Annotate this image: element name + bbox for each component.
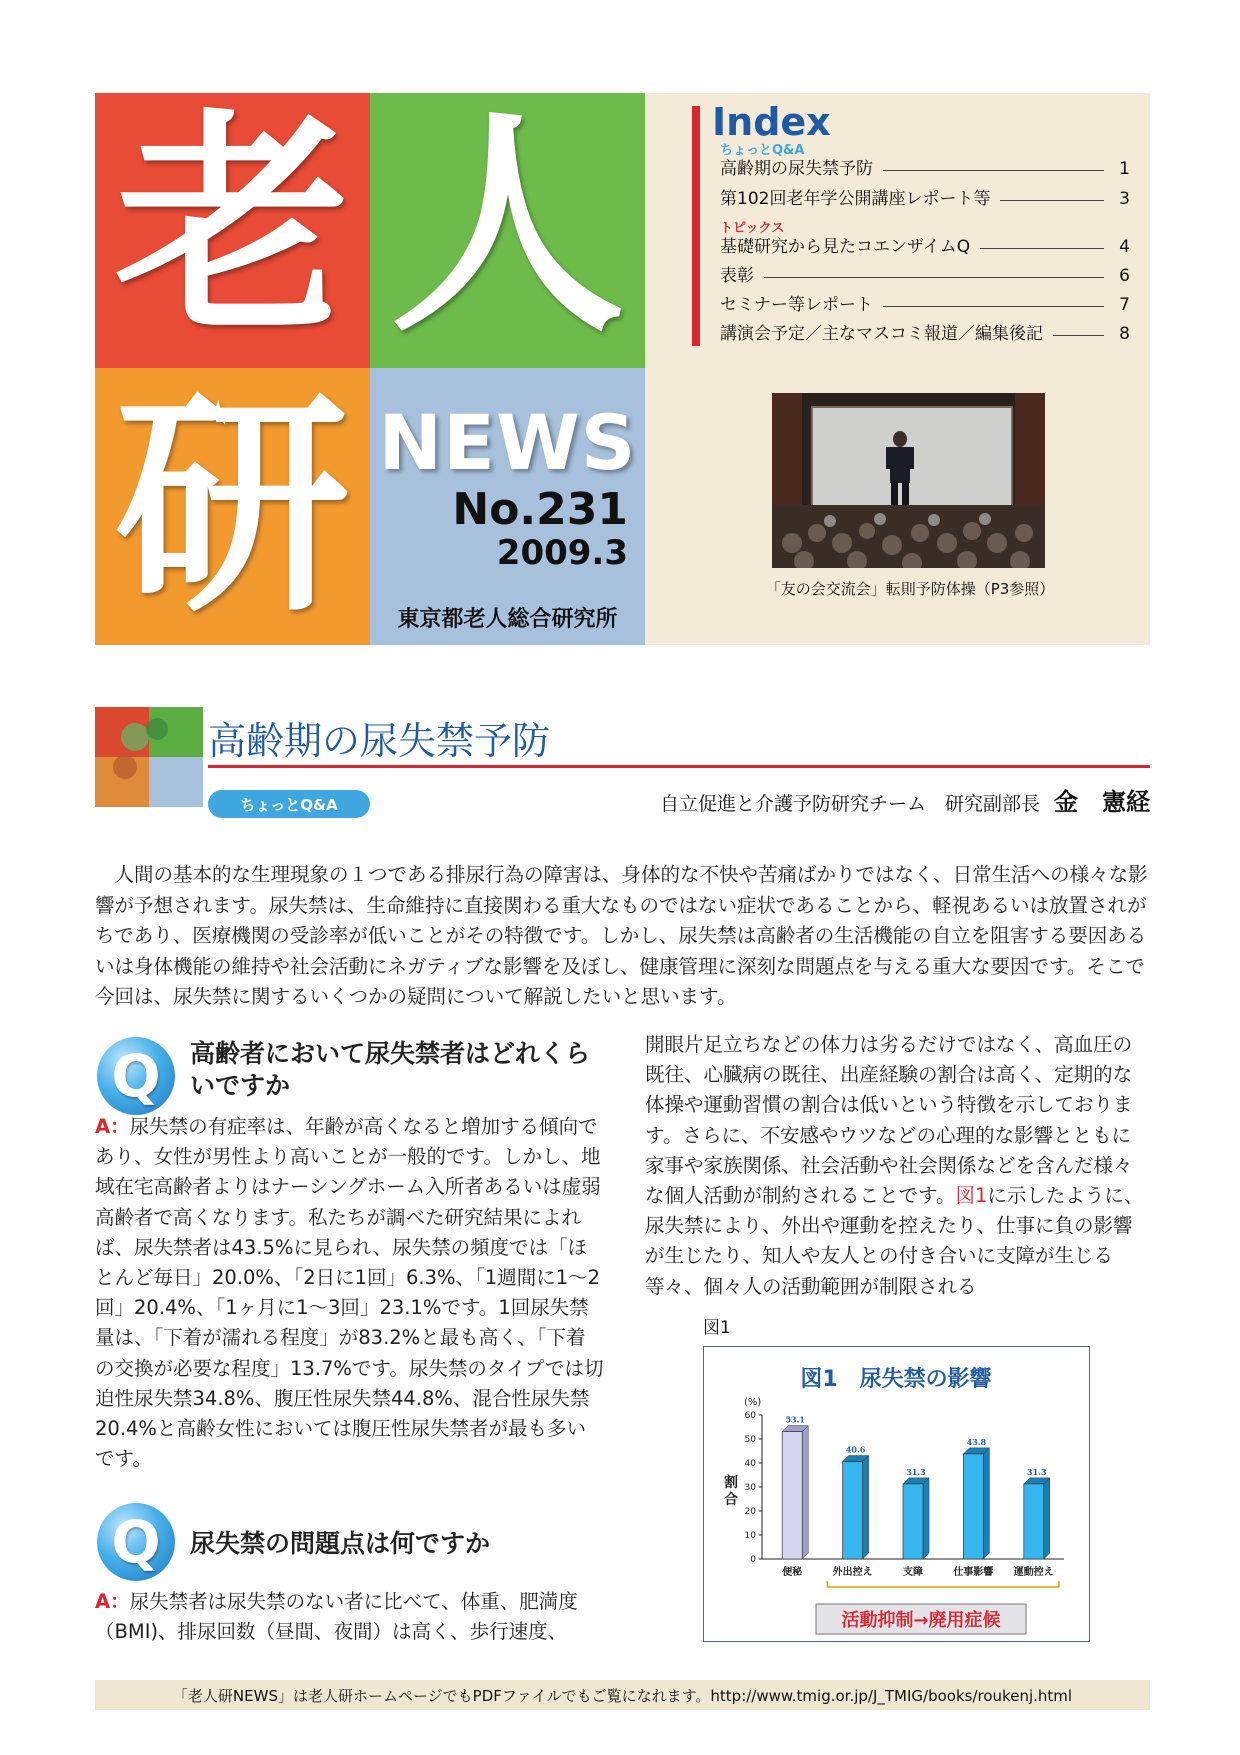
y-tick-label: 0	[750, 1555, 756, 1565]
index-item[interactable]: 表彰 6	[720, 266, 1130, 286]
x-tick-label: 運動控え	[1013, 1567, 1054, 1578]
bar	[963, 1454, 983, 1559]
y-tick-label: 30	[744, 1483, 756, 1493]
masthead-kanji-person: 人	[390, 91, 625, 364]
event-photo	[772, 393, 1045, 568]
byline	[580, 782, 1150, 817]
index-item[interactable]: 第102回老年学公開講座レポート等 3	[720, 189, 1130, 209]
answer-2-text: A：尿失禁者は尿失禁のない者に比べて、体重、肥満度（BMI)、排尿回数（昼間、夜間）は高く、歩行速度、	[95, 1590, 578, 1644]
photo-illustration	[772, 393, 1045, 568]
byline-team: 自立促進と介護予防研究チーム 研究副部長	[659, 793, 1040, 815]
bar	[903, 1484, 923, 1559]
bar	[1024, 1484, 1044, 1559]
issue-number: No.231	[452, 484, 628, 535]
footer-text: 「老人研NEWS」は老人研ホームページでもPDFファイルでもご覧になれます。http://www.tmig.or.jp/J_TMIG/books/roukenj.html	[172, 1686, 1073, 1705]
figure-box	[703, 1346, 1090, 1642]
bar-value-label: 43.8	[966, 1436, 987, 1447]
chart-title: 図1 尿失禁の影響	[800, 1367, 992, 1392]
bar-value-label: 31.3	[906, 1466, 926, 1477]
bar-value-label: 53.1	[785, 1414, 805, 1425]
index-title: Index	[712, 100, 831, 144]
answer-label: A：	[95, 1590, 130, 1613]
bar-side	[863, 1456, 869, 1559]
masthead-news: NEWS	[378, 398, 637, 487]
bar-side	[983, 1448, 989, 1559]
index-item[interactable]: 講演会予定／主なマスコミ報道／編集後記 8	[720, 324, 1130, 344]
figure-reference: 図1	[955, 1184, 988, 1208]
article-title: 高齢期の尿失禁予防	[208, 719, 551, 763]
question-2-title: 尿失禁の問題点は何ですか	[190, 1529, 491, 1558]
column-2-text: 開眼片足立ちなどの体力は劣るだけではなく、高血圧の既往、心臓病の既往、出産経験の割合は高く、定期的な体操や運動習慣の割合は低いという特徴を示しております。さらに、不安感やウツなどの心理的な影響とともに家事や家族関係、社会活動や社会関係などを含んだ様々な個人活動が制約されることです。図1に示したように、尿失禁により、外出や運動を控えたり、仕事に負の影響が生じたり、知人や友人との付き合いに支障が生じる等々、個々人の活動範囲が制限される	[645, 1033, 1144, 1298]
institute-name: 東京都老人総合研究所	[397, 607, 618, 632]
article-intro: 人間の基本的な生理現象の１つである排尿行為の障害は、身体的な不快や苦痛ばかりではなく、日常生活への様々な影響が予想されます。尿失禁は、生命維持に直接関わる重大なものではない症状であることから、軽視あるいは放置されがちであり、医療機関の受診率が低いことがその特徴です。しかし、尿失禁は高齢者の生活機能の自立を阻害する要因あるいは身体機能の維持や社会活動にネガティブな影響を及ぼし、健康管理に深刻な問題点を与える重大な要因です。そこで今回は、尿失禁に関するいくつかの疑問について解説したいと思います。	[95, 863, 1148, 1008]
group-bracket	[827, 1581, 1059, 1587]
footer-bar	[95, 1680, 1150, 1710]
y-tick-label: 60	[744, 1411, 756, 1421]
y-tick-label: 10	[744, 1531, 756, 1541]
bar-side	[1044, 1478, 1050, 1559]
y-tick-label: 40	[744, 1459, 756, 1469]
article-icon	[95, 707, 203, 807]
x-tick-label: 支障	[903, 1567, 923, 1578]
bar-side	[923, 1478, 929, 1559]
y-tick-label: 20	[744, 1507, 756, 1517]
question-icon: Q	[97, 1037, 175, 1115]
bar	[782, 1432, 802, 1559]
index-item[interactable]: 基礎研究から見たコエンザイムQ 4	[720, 237, 1130, 257]
x-tick-label: 仕事影響	[953, 1567, 994, 1578]
bar-value-label: 40.6	[845, 1444, 866, 1455]
bar-chart	[704, 1347, 1089, 1641]
article-title-rule	[208, 765, 1150, 768]
answer-label: A：	[95, 1115, 130, 1138]
question-1-title: 高齢者において尿失禁者はどれくらいですか	[190, 1039, 591, 1100]
bar-side	[802, 1426, 808, 1559]
figure-label: 図1	[703, 1318, 731, 1338]
byline-name: 金 憲経	[1054, 788, 1150, 816]
masthead-kanji-old: 老	[115, 91, 350, 364]
index-category: ちょっとQ&A	[720, 143, 805, 158]
question-icon: Q	[97, 1503, 175, 1581]
x-tick-label: 便秘	[782, 1567, 803, 1578]
index-category: トピックス	[720, 221, 785, 236]
answer-1-text: A：尿失禁の有症率は、年齢が高くなると増加する傾向であり、女性が男性より高いことが一般的です。しかし、地域在宅高齢者よりはナーシングホーム入所者あるいは虚弱高齢者で高くなります。私たちが調べた研究結果によれば、尿失禁者は43.5%に見られ、尿失禁の頻度では「ほとんど毎日」20.0%、「2日に1回」6.3%、「1週間に1〜2回」20.4%、「1ヶ月に1〜3回」23.1%です。1回尿失禁量は、「下着が濡れる程度」が83.2%と最も高く、「下着の交換が必要な程度」13.7%です。尿失禁のタイプでは切迫性尿失禁34.8%、腹圧性尿失禁44.8%、混合性尿失禁20.4%と高齢女性においては腹圧性尿失禁者が最も多いです。	[95, 1115, 604, 1471]
photo-caption: 「友の会交流会」転則予防体操（P3参照）	[765, 580, 1055, 598]
x-tick-label: 外出控え	[832, 1567, 873, 1578]
group-label: 活動抑制→廃用症候	[841, 1610, 1001, 1631]
masthead-kanji-research: 研	[115, 371, 350, 644]
index-item[interactable]: セミナー等レポート 7	[720, 295, 1130, 315]
y-tick-label: 50	[744, 1435, 756, 1445]
y-axis-label: 割合	[724, 1475, 738, 1508]
index-item[interactable]: 高齢期の尿失禁予防 1	[720, 159, 1130, 179]
bar-value-label: 31.3	[1027, 1466, 1047, 1477]
index-accent-bar	[692, 106, 700, 346]
bar	[843, 1462, 863, 1559]
article-mosaic-icon	[95, 707, 203, 807]
y-axis-unit: (%)	[744, 1397, 762, 1408]
index-group-qa	[720, 144, 1130, 210]
index-group-topics	[720, 222, 1130, 345]
issue-date: 2009.3	[496, 533, 628, 573]
qa-badge: ちょっとQ&A	[208, 790, 370, 818]
